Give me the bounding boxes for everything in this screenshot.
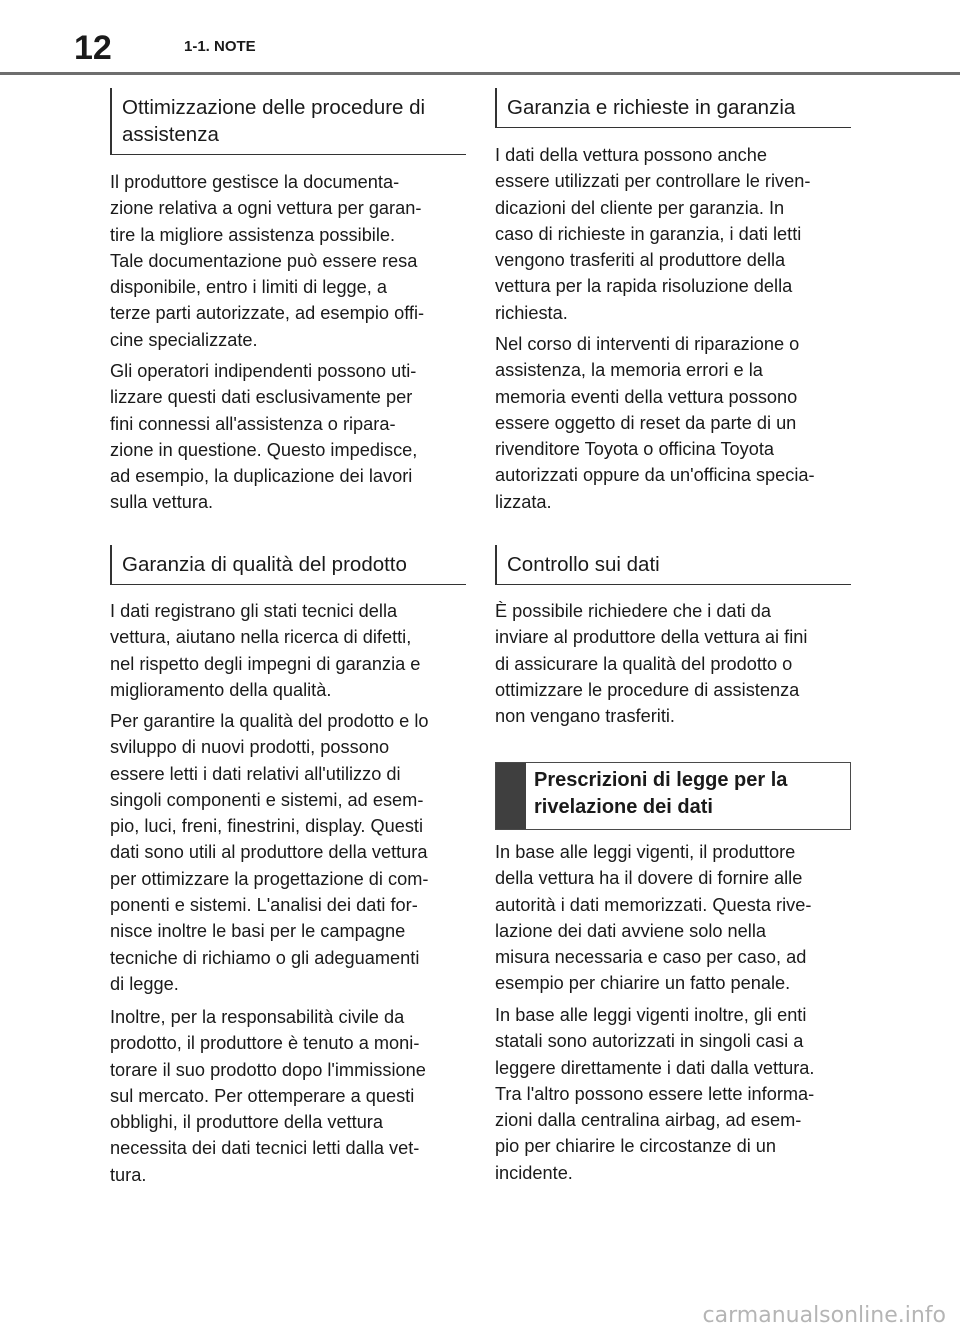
text-line: sulla vettura. bbox=[110, 492, 214, 513]
text-line: In base alle leggi vigenti inoltre, gli enti bbox=[495, 1005, 807, 1025]
text-line: esempio per chiarire un fatto penale. bbox=[495, 973, 791, 994]
heading-line: assistenza bbox=[122, 123, 219, 146]
text-line: inviare al produttore della vettura ai fini bbox=[495, 627, 808, 648]
text-line: È possibile richiedere che i dati da bbox=[495, 601, 772, 621]
text-line: tura. bbox=[110, 1164, 147, 1185]
text-line: pio, luci, freni, finestrini, display. Questi bbox=[110, 816, 424, 837]
paragraph bbox=[495, 331, 851, 515]
text-line: essere letti i dati relativi all'utilizzo di bbox=[110, 763, 401, 784]
text-line: prodotto, il produttore è tenuto a moni- bbox=[110, 1033, 420, 1054]
text-line: fini connessi all'assistenza o ripara- bbox=[110, 413, 396, 434]
text-line: Tale documentazione può essere resa bbox=[110, 250, 418, 271]
heading-line: Garanzia e richieste in garanzia bbox=[507, 96, 796, 119]
text-line: vettura, aiutano nella ricerca di difetti, bbox=[110, 627, 412, 648]
text-line: di assicurare la qualità del prodotto o bbox=[495, 653, 793, 674]
text-line: zione in questione. Questo impedisce, bbox=[110, 439, 418, 460]
text-line: per ottimizzare la progettazione di com- bbox=[110, 868, 429, 889]
page-number: 12 bbox=[74, 29, 112, 67]
boxed-heading-text bbox=[534, 767, 842, 821]
text-line: autorizzati oppure da un'officina specia- bbox=[495, 465, 815, 486]
text-line: lazione dei dati avviene solo nella bbox=[495, 920, 766, 941]
text-line: lizzare questi dati esclusivamente per bbox=[110, 387, 413, 408]
text-line: disponibile, entro i limiti di legge, a bbox=[110, 277, 388, 298]
text-line: zione relativa a ogni vettura per garan- bbox=[110, 198, 422, 219]
text-line: nisce inoltre le basi per le campagne bbox=[110, 921, 406, 942]
text-line: Inoltre, per la responsabilità civile da bbox=[110, 1007, 405, 1027]
section-heading-ottimizzazione bbox=[110, 88, 466, 155]
heading-line: Controllo sui dati bbox=[507, 553, 660, 576]
text-line: In base alle leggi vigenti, il produttore bbox=[495, 842, 796, 862]
section-heading-garanzia-qualita bbox=[110, 545, 466, 585]
text-line: Tra l'altro possono essere lette informa- bbox=[495, 1083, 815, 1104]
text-line: tecniche di richiamo o gli adeguamenti bbox=[110, 947, 420, 968]
text-line: essere utilizzati per controllare le riven- bbox=[495, 171, 811, 192]
text-line: lizzata. bbox=[495, 491, 552, 512]
paragraph bbox=[110, 358, 466, 516]
text-line: Gli operatori indipendenti possono uti- bbox=[110, 361, 417, 381]
text-line: incidente. bbox=[495, 1162, 573, 1183]
paragraph bbox=[495, 598, 851, 729]
text-line: caso di richieste in garanzia, i dati letti bbox=[495, 223, 802, 244]
text-line: vengono trasferiti al produttore della bbox=[495, 250, 786, 271]
text-line: dati sono utili al produttore della vettura bbox=[110, 842, 428, 863]
text-line: leggere direttamente i dati dalla vettura. bbox=[495, 1057, 815, 1078]
text-line: sul mercato. Per ottemperare a questi bbox=[110, 1085, 415, 1106]
paragraph bbox=[110, 169, 466, 353]
text-line: miglioramento della qualità. bbox=[110, 679, 332, 700]
text-line: tire la migliore assistenza possibile. bbox=[110, 224, 396, 245]
text-line: autorità i dati memorizzati. Questa rive- bbox=[495, 894, 812, 915]
paragraph bbox=[110, 598, 466, 703]
paragraph bbox=[495, 142, 851, 326]
header-rule bbox=[0, 72, 960, 75]
text-line: I dati della vettura possono anche bbox=[495, 145, 767, 165]
text-line: necessita dei dati tecnici letti dalla vet- bbox=[110, 1138, 420, 1159]
text-line: richiesta. bbox=[495, 302, 568, 323]
page-header bbox=[0, 0, 960, 76]
text-line: cine specializzate. bbox=[110, 329, 258, 350]
text-line: dicazioni del cliente per garanzia. In bbox=[495, 197, 785, 218]
paragraph bbox=[110, 708, 466, 997]
heading-line: Garanzia di qualità del prodotto bbox=[122, 553, 407, 576]
text-line: Nel corso di interventi di riparazione o bbox=[495, 334, 800, 354]
text-line: non vengano trasferiti. bbox=[495, 706, 675, 727]
paragraph bbox=[495, 1002, 851, 1186]
text-line: statali sono autorizzati in singoli casi a bbox=[495, 1031, 804, 1052]
heading-accent-bar bbox=[496, 763, 526, 829]
section-heading-controllo-dati bbox=[495, 545, 851, 585]
text-line: nel rispetto degli impegni di garanzia e bbox=[110, 653, 421, 674]
text-line: Per garantire la qualità del prodotto e lo bbox=[110, 711, 429, 731]
text-line: memoria eventi della vettura possono bbox=[495, 386, 798, 407]
heading-line: rivelazione dei dati bbox=[534, 796, 713, 818]
paragraph bbox=[110, 1004, 466, 1188]
text-line: misura necessaria e caso per caso, ad bbox=[495, 947, 807, 968]
text-line: ottimizzare le procedure di assistenza bbox=[495, 679, 800, 700]
text-line: assistenza, la memoria errori e la bbox=[495, 360, 763, 381]
text-line: pio per chiarire le circostanze di un bbox=[495, 1136, 777, 1157]
text-line: sviluppo di nuovi prodotti, possono bbox=[110, 737, 390, 758]
heading-line: Ottimizzazione delle procedure di bbox=[122, 96, 426, 119]
text-line: della vettura ha il dovere di fornire alle bbox=[495, 868, 803, 889]
text-line: di legge. bbox=[110, 973, 179, 994]
paragraph bbox=[495, 839, 851, 997]
boxed-section-heading-prescrizioni bbox=[495, 762, 851, 830]
text-line: ponenti e sistemi. L'analisi dei dati for- bbox=[110, 895, 418, 916]
chapter-title: 1-1. NOTE bbox=[184, 38, 256, 55]
text-line: ad esempio, la duplicazione dei lavori bbox=[110, 466, 413, 487]
text-line: terze parti autorizzate, ad esempio offi- bbox=[110, 303, 425, 324]
text-line: zioni dalla centralina airbag, ad esem- bbox=[495, 1110, 802, 1131]
section-heading-garanzia-richieste bbox=[495, 88, 851, 128]
text-line: torare il suo prodotto dopo l'immissione bbox=[110, 1059, 426, 1080]
text-line: essere oggetto di reset da parte di un bbox=[495, 412, 797, 433]
text-line: Il produttore gestisce la documenta- bbox=[110, 172, 400, 192]
watermark: carmanualsonline.info bbox=[702, 1303, 946, 1328]
text-line: singoli componenti e sistemi, ad esem- bbox=[110, 789, 424, 810]
heading-line: Prescrizioni di legge per la bbox=[534, 769, 788, 791]
text-line: obblighi, il produttore della vettura bbox=[110, 1112, 383, 1133]
text-line: I dati registrano gli stati tecnici della bbox=[110, 601, 398, 621]
text-line: vettura per la rapida risoluzione della bbox=[495, 276, 793, 297]
text-line: rivenditore Toyota o officina Toyota bbox=[495, 439, 775, 460]
